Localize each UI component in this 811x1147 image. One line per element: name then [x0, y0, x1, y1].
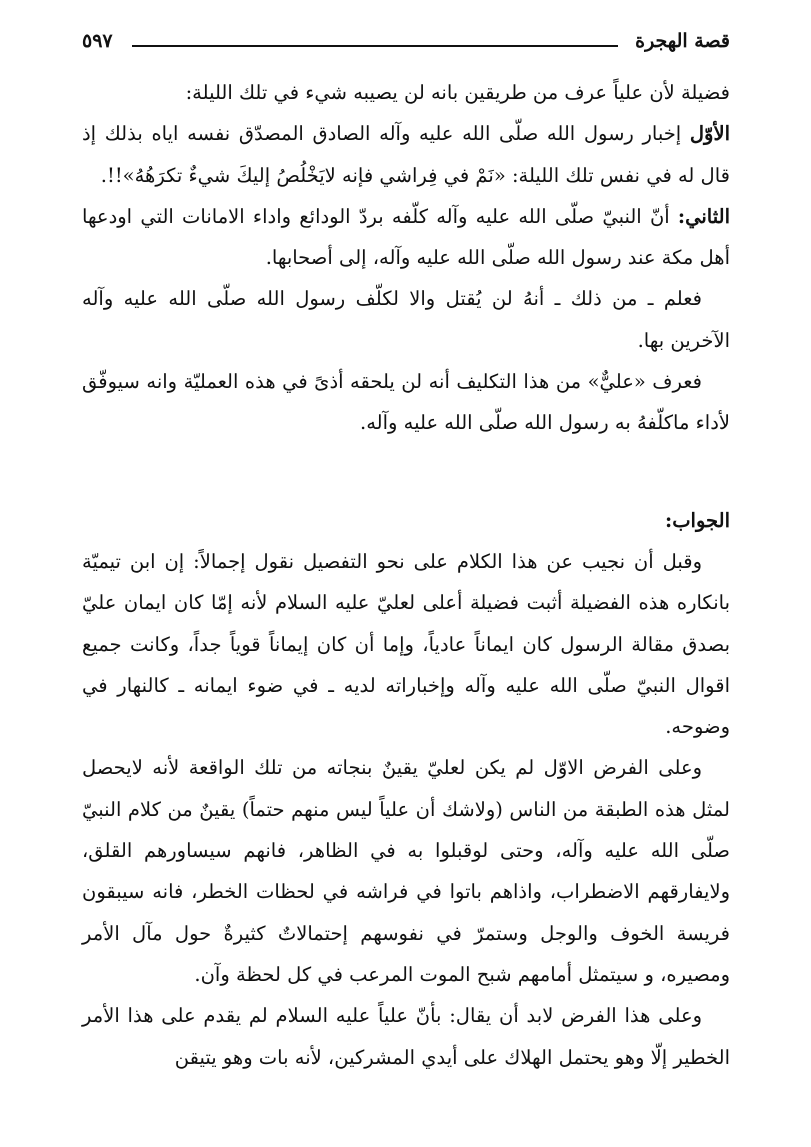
paragraph [82, 72, 730, 113]
paragraph-text: وقبل أن نجيب عن هذا الكلام على نحو التفصيل نقول إجمالاً: إن ابن تيميّة بانكاره هذه الفضيلة أثبت فضيلة أعلى لعليّ عليه السلام لأنه إمّا كان ايمان عليّ بصدق مقالة الرسول كان ايماناً عادياً، وإما أن كان إيماناً قوياً جداً، وكانت جميع اقوال النبيّ صلّى الله عليه وآله وإخباراته لديه ـ في ضوء ايمانه ـ كالنهار في وضوحه. [82, 549, 730, 739]
paragraph-text: أنّ النبيّ صلّى الله عليه وآله كلّفه بردّ الودائع واداء الامانات التي اودعها أهل مكة عند رسول الله صلّى الله عليه وآله، إلى أصحابها. [82, 204, 730, 270]
paragraph-text: وعلى الفرض الاوّل لم يكن لعليّ يقينٌ بنجاته من تلك الواقعة لأنه لايحصل لمثل هذه الطبقة من الناس (ولاشك أن علياً ليس منهم حتماً) يقينٌ من كلام النبيّ صلّى الله عليه وآله، وحتى لوقبلوا به في الظاهر، فانهم سيساورهم القلق، ولايفارقهم الاضطراب، واذاهم باتوا في فراشه في لحظات الخطر، فانه سيبقون فريسة الخوف والوجل وستمرّ في نفوسهم إحتمالاتٌ كثيرةٌ حول مآل الأمر ومصيره، و سيتمثل أمامهم شبح الموت المرعب في كل لحظة وآن. [82, 756, 730, 986]
page-number: ٥٩٧ [82, 30, 113, 52]
paragraph [82, 361, 730, 444]
paragraph-text: فعرف «عليٌّ» من هذا التكليف أنه لن يلحقه أذىً في هذه العمليّة وانه سيوفّق لأداء ماكلّفهُ به رسول الله صلّى الله عليه وآله. [82, 370, 730, 435]
running-header [82, 30, 730, 56]
header-title: قصة الهجرة [635, 30, 730, 52]
header-rule [132, 45, 618, 47]
paragraph-text: إخبار رسول الله صلّى الله عليه وآله الصادق المصدّق نفسه اياه بذلك إذ قال له في نفس تلك الليلة: «نَمْ في فِراشي فإنه لايَخْلُصُ إليكَ شيءٌ تكرَهُهُ»!!. [82, 122, 730, 187]
paragraph-text: وعلى هذا الفرض لابد أن يقال: بأنّ علياً عليه السلام لم يقدم على هذا الأمر الخطير إلّا وهو يحتمل الهلاك على أيدي المشركين، لأنه بات وهو يتيقن [82, 1004, 730, 1069]
paragraph [82, 196, 730, 279]
body-text [82, 72, 730, 1078]
paragraph-lead: الثاني: [677, 204, 730, 228]
section-gap [82, 444, 730, 500]
paragraph [82, 541, 730, 747]
answer-heading: الجواب: [665, 508, 730, 532]
paragraph [82, 113, 730, 196]
paragraph [82, 278, 730, 361]
paragraph [82, 995, 730, 1078]
paragraph [82, 747, 730, 995]
paragraph-text: فعلم ـ من ذلك ـ أنهُ لن يُقتل والا لكلّف رسول الله صلّى الله عليه وآله الآخرين بها. [82, 287, 730, 352]
paragraph-text: فضيلة لأن علياً عرف من طريقين بانه لن يصيبه شيء في تلك الليلة: [185, 81, 730, 104]
paragraph-lead: الأوّل [689, 122, 730, 146]
